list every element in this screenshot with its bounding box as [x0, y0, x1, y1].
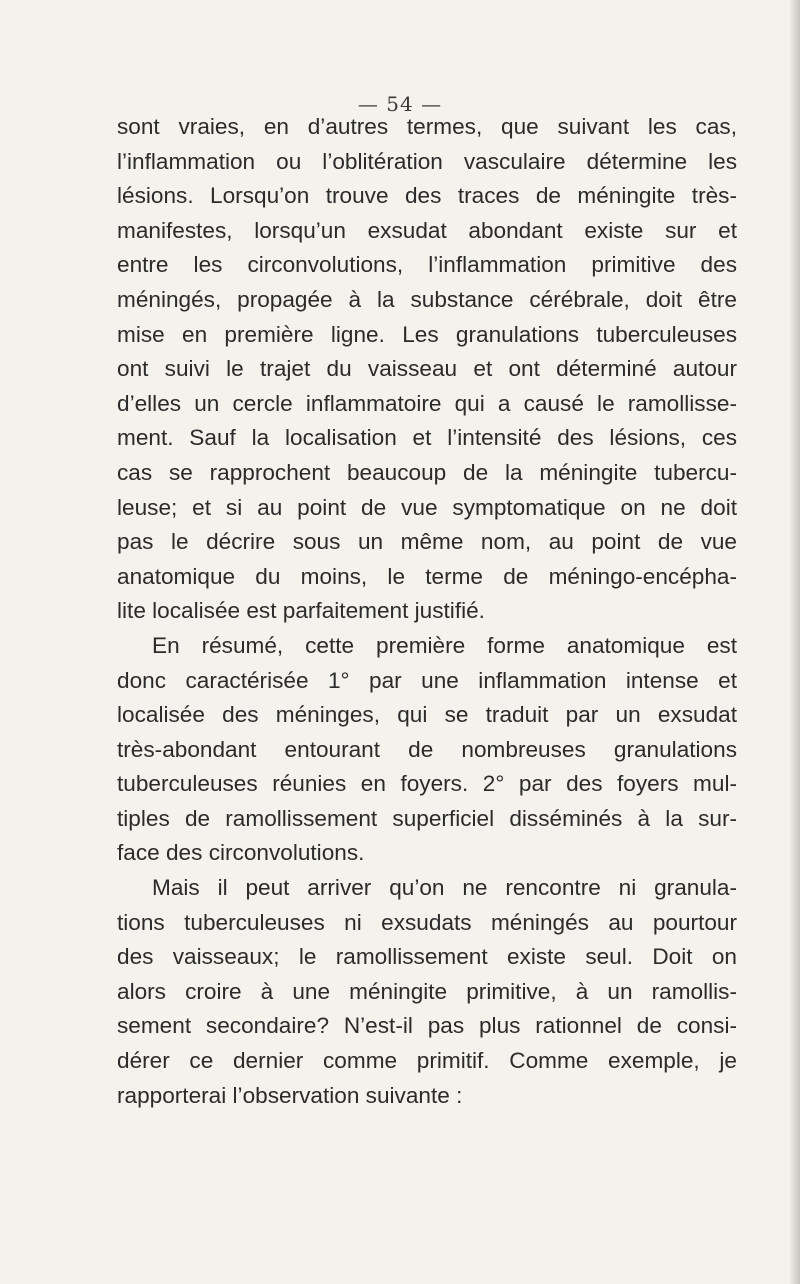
- text-line: manifestes, lorsqu’un exsudat abondant existe sur et: [117, 217, 737, 243]
- text-line: sement secondaire? N’est-il pas plus rationnel de consi-: [117, 1013, 737, 1039]
- text-line: ont suivi le trajet du vaisseau et ont déterminé autour: [117, 356, 737, 382]
- text-line: des vaisseaux; le ramollissement existe seul. Doit on: [117, 944, 737, 970]
- page-number: — 54 —: [357, 92, 443, 116]
- text-line: cas se rapprochent beaucoup de la méningite tubercu-: [117, 459, 737, 485]
- text-line: anatomique du moins, le terme de méningo-encépha-: [117, 563, 737, 589]
- text-line: très-abondant entourant de nombreuses granulations: [117, 736, 737, 762]
- text-line: donc caractérisée 1° par une inflammation intense et: [117, 667, 737, 693]
- page-edge: [790, 0, 800, 1284]
- text-line: dérer ce dernier comme primitif. Comme exemple, je: [117, 1048, 737, 1074]
- text-line: Mais il peut arriver qu’on ne rencontre ni granula-: [152, 875, 737, 901]
- text-line: ment. Sauf la localisation et l’intensité des lésions, ces: [117, 425, 737, 451]
- text-line: face des circonvolutions.: [117, 840, 365, 866]
- text-line: pas le décrire sous un même nom, au point de vue: [117, 529, 737, 555]
- text-line: d’elles un cercle inflammatoire qui a causé le ramollisse-: [117, 390, 737, 416]
- body-text: [117, 110, 737, 1113]
- text-line: tiples de ramollissement superficiel disséminés à la sur-: [117, 805, 737, 831]
- text-line: localisée des méninges, qui se traduit par un exsudat: [117, 702, 737, 728]
- text-line: mise en première ligne. Les granulations tuberculeuses: [117, 321, 737, 347]
- text-line: tuberculeuses réunies en foyers. 2° par des foyers mul-: [117, 771, 737, 797]
- text-line: alors croire à une méningite primitive, à un ramollis-: [117, 978, 737, 1004]
- text-line: l’inflammation ou l’oblitération vasculaire détermine les: [117, 148, 737, 174]
- text-line: lésions. Lorsqu’on trouve des traces de méningite très-: [117, 183, 737, 209]
- text-line: lite localisée est parfaitement justifié.: [117, 598, 485, 624]
- text-line: En résumé, cette première forme anatomique est: [152, 632, 737, 658]
- text-line: rapporterai l’observation suivante :: [117, 1082, 463, 1108]
- text-line: tions tuberculeuses ni exsudats méningés au pourtour: [117, 909, 737, 935]
- text-line: méningés, propagée à la substance cérébrale, doit être: [117, 286, 737, 312]
- text-line: entre les circonvolutions, l’inflammation primitive des: [117, 252, 737, 278]
- text-line: sont vraies, en d’autres termes, que suivant les cas,: [117, 114, 737, 139]
- text-line: leuse; et si au point de vue symptomatique on ne doit: [117, 494, 737, 520]
